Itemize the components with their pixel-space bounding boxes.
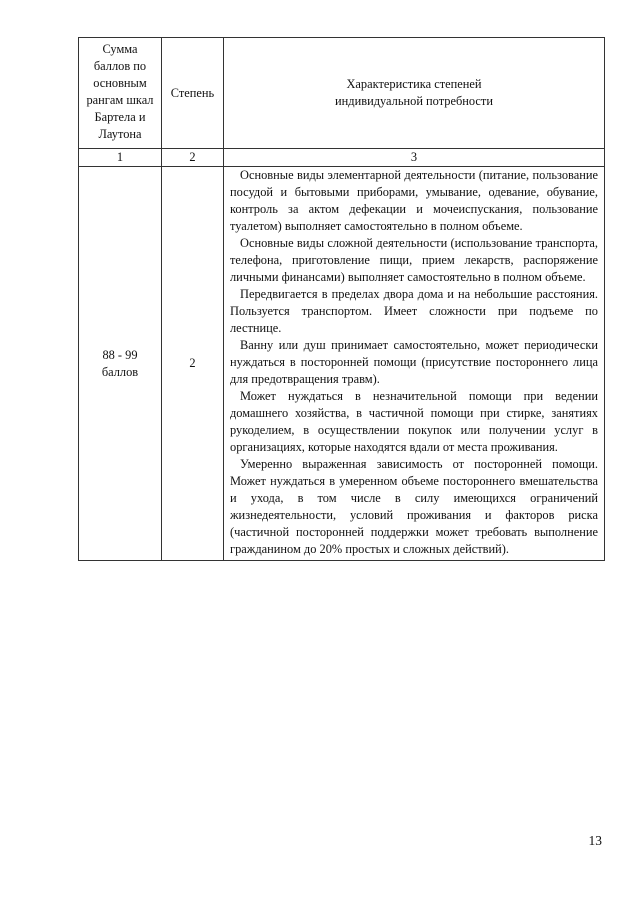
description-cell [224, 167, 605, 561]
description-paragraph: Может нуждаться в незначительной помощи при ведении домашнего хозяйства, в частичной помощи при стирке, занятиях рукоделием, в осуществлении покупок или получении услуг в организациях, которые находятся вдали от места проживания. [230, 389, 598, 454]
page-number: 13 [588, 833, 602, 848]
header-score-sum: Сумма баллов по основным рангам шкал Бартела и Лаутона [79, 38, 162, 149]
description-paragraph: Основные виды элементарной деятельности (питание, пользование посудой и бытовыми приборами, умывание, одевание, обувание, контроль за актом дефекации и мочеиспускания, пользование туалетом) выполняет самостоятельно в полном объеме. [230, 168, 598, 233]
score-cell [79, 167, 162, 561]
needs-degree-table [78, 37, 605, 561]
column-number-2: 2 [162, 149, 224, 167]
header-degree: Степень [162, 38, 224, 149]
description-paragraph: Передвигается в пределах двора дома и на небольшие расстояния. Пользуется транспортом. Имеет сложности при подъеме по лестнице. [230, 287, 598, 335]
table-header-row [79, 38, 605, 149]
description-paragraph: Основные виды сложной деятельности (использование транспорта, телефона, приготовление пищи, прием лекарств, распоряжение личными финансами) выполняет самостоятельно в полном объеме. [230, 236, 598, 284]
score-range: 88 - 99 баллов [101, 347, 139, 379]
degree-cell: 2 [162, 167, 224, 561]
description-paragraph: Умеренно выраженная зависимость от посторонней помощи. Может нуждаться в умеренном объеме постороннего вмешательства и ухода, в том числе в силу имеющихся ограничений жизнедеятельности, условий проживания и факторов риска (частичной посторонней поддержки может требовать выполнение гражданином до 20% простых и сложных действий). [230, 457, 598, 556]
description-paragraph: Ванну или душ принимает самостоятельно, может периодически нуждаться в посторонней помощи (присутствие постороннего лица для предотвращения травм). [230, 338, 598, 386]
table-row [79, 167, 605, 561]
column-number-3: 3 [224, 149, 605, 167]
column-number-1: 1 [79, 149, 162, 167]
header-characteristic: Характеристика степеней индивидуальной потребности [224, 38, 605, 149]
table-column-numbers-row [79, 149, 605, 167]
